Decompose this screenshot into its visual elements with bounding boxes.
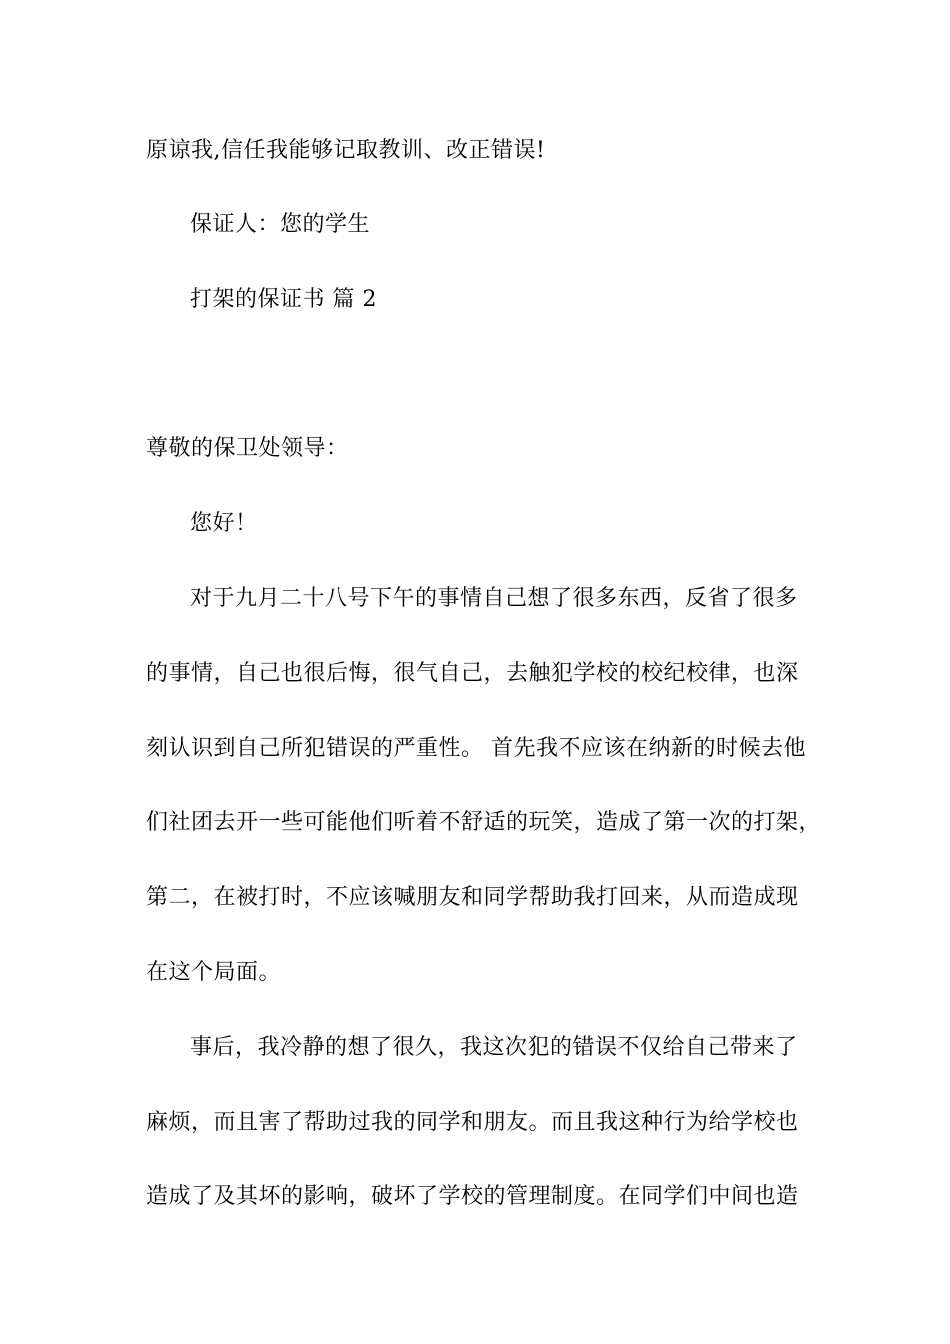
paragraph-line: 第二，在被打时，不应该喊朋友和同学帮助我打回来，从而造成现 xyxy=(146,885,799,910)
paragraph-line: 们社团去开一些可能他们听着不舒适的玩笑，造成了第一次的打架， xyxy=(146,810,822,835)
salutation: 尊敬的保卫处领导： xyxy=(146,436,349,461)
signature-line: 保证人：您的学生 xyxy=(190,212,371,237)
section-heading: 打架的保证书 篇 2 xyxy=(190,287,377,312)
paragraph-line: 对于九月二十八号下午的事情自己想了很多东西，反省了很多 xyxy=(190,586,798,611)
paragraph-line: 刻认识到自己所犯错误的严重性。 首先我不应该在纳新的时候去他 xyxy=(146,736,806,761)
paragraph-line: 事后，我冷静的想了很久，我这次犯的错误不仅给自己带来了 xyxy=(190,1035,798,1060)
paragraph-line: 造成了及其坏的影响，破坏了学校的管理制度。在同学们中间也造 xyxy=(146,1184,799,1209)
greeting: 您好！ xyxy=(190,511,258,536)
closing-text-line: 原谅我,信任我能够记取教训、改正错误! xyxy=(146,138,546,163)
paragraph-line: 麻烦，而且害了帮助过我的同学和朋友。而且我这种行为给学校也 xyxy=(146,1110,799,1135)
paragraph-line: 的事情，自己也很后悔，很气自己，去触犯学校的校纪校律，也深 xyxy=(146,661,799,686)
paragraph-line: 在这个局面。 xyxy=(146,960,282,985)
